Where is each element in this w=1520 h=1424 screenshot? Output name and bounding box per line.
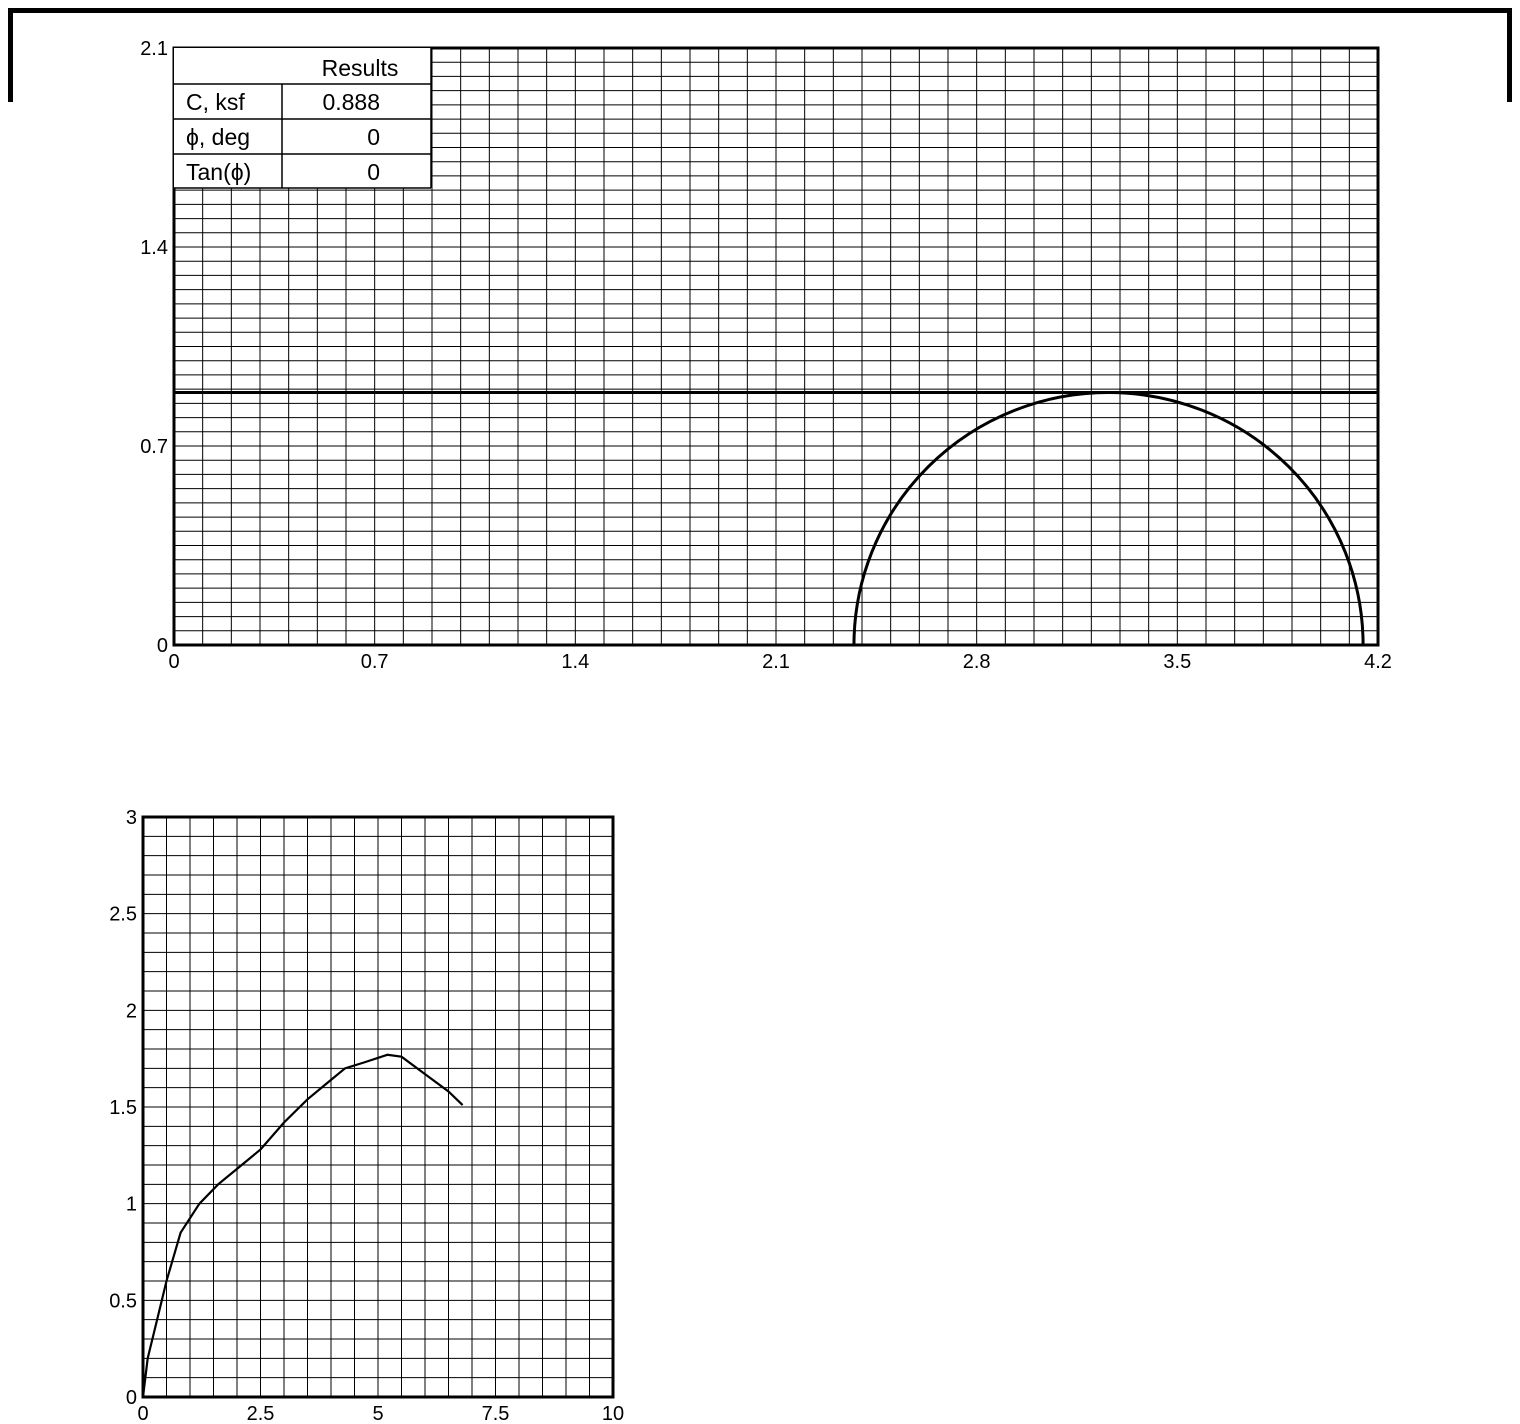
x-tick-label: 2.8 <box>962 651 991 673</box>
y-tick-label: 0.7 <box>140 436 168 458</box>
y-tick-label: 2.1 <box>140 38 168 60</box>
y-tick-label: 2.5 <box>109 903 137 926</box>
results-table-header: Results <box>321 55 399 81</box>
grid <box>143 817 613 1397</box>
y-tick-label: 3 <box>125 807 137 829</box>
x-tick-label: 7.5 <box>481 1403 510 1424</box>
x-tick-label: 2.1 <box>762 651 790 673</box>
x-tick-label: 3.5 <box>1163 651 1192 673</box>
results-row-value-cohesion: 0.888 <box>322 89 380 115</box>
y-tick-label: 0 <box>125 1387 137 1409</box>
x-tick-label: 0 <box>137 1403 149 1424</box>
x-tick-label: 5 <box>372 1403 384 1424</box>
x-tick-label: 2.5 <box>246 1403 275 1424</box>
y-tick-label: 2 <box>125 1000 137 1023</box>
x-tick-label: 0.7 <box>360 651 389 673</box>
results-table <box>174 48 431 188</box>
stress-strain-curve <box>143 1055 463 1397</box>
mohr-circle <box>854 393 1363 645</box>
x-tick-label: 4.2 <box>1364 651 1392 673</box>
results-row-value-phi: 0 <box>367 124 380 150</box>
stress-strain-plot <box>109 807 624 1424</box>
x-tick-label: 0 <box>168 651 180 673</box>
results-row-label-cohesion: C, ksf <box>186 89 245 115</box>
y-tick-label: 1 <box>125 1193 137 1216</box>
y-tick-label: 0 <box>156 635 168 657</box>
y-tick-label: 1.4 <box>140 237 168 259</box>
x-tick-label: 10 <box>601 1403 625 1424</box>
results-row-label-phi: ϕ, deg <box>186 124 251 150</box>
x-tick-label: 1.4 <box>561 651 590 673</box>
results-row-value-tan-phi: 0 <box>367 159 380 185</box>
y-tick-label: 1.5 <box>109 1097 137 1119</box>
y-tick-label: 0.5 <box>109 1290 137 1313</box>
results-row-label-tan-phi: Tan(ϕ) <box>186 159 252 185</box>
